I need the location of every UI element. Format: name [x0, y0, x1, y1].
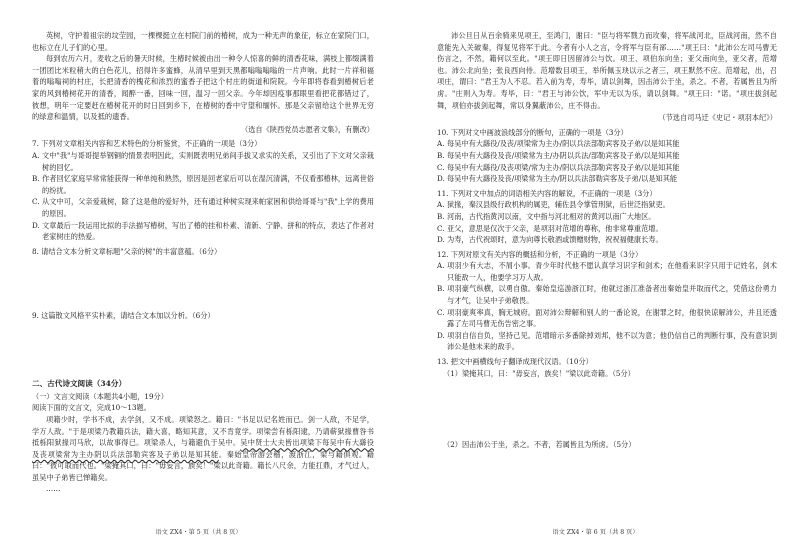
question-7: 7. 下列对文章相关内容和艺术特色的分析鉴赏，不正确的一项是（3分） — [32, 139, 262, 149]
q12-option-d: D. 项羽自信自负，坚持己见。范增暗示多番除掉刘邦，他不以为意；他仍信自己的判断行事，没有意识到沛公是他未来的敌手。 — [437, 330, 777, 352]
question-10: 10. 下列对文中画波浪线部分的断句，正确的一项是（3分） — [437, 127, 628, 137]
question-13-part-2: （2）因击沛公于坐，杀之。不者，若属皆且为所虏。（5分） — [443, 440, 636, 450]
q10-option-a: A. 每吴中有大繇役/及丧/项梁常为主办/阴以兵法部勒宾客及子弟/以是知其能 — [437, 139, 680, 149]
essay-paragraph-2: 每到农历六月，麦收之后的暑天时候，生椿时候被由出一种令人惊喜的鲜的清香花味，满枝上都缀满着一团团比米粒稍大的白色花儿，招得许多蜜蜂，从清早里到天黑都嗡嗡嗡嗡的一片声响。此时一片祥和福着的嗡嗡祠的村庄，长把清香的槐花和浓烈的蜜香子把这个村庄的街道和院院。今年即将春看到椿树后老家的风到椿树花开的清香，闻醉一番，回味一回，温习一回父亲。今年却因疫事那眼里看把花都错过了，彼想，明年一定要赶在椿树花开的时日回到乡下，在椿树的香中守望和缅怀。那是父亲留给这个世界无穷的绿意和温情，以及抵的遗香。 — [32, 54, 374, 122]
q10-option-d: D. 每吴中有大繇役及丧/项梁常为主办/阴以兵法部勒宾客及子弟/以是知其能 — [437, 174, 678, 184]
question-13: 13. 把文中画横线句子翻译成现代汉语。（10分） — [437, 357, 593, 367]
answer-space-13-1 — [437, 379, 777, 439]
q10-option-c: C. 每吴中有大繇役/及丧项梁/常为主办/阴以兵法部勒宾客及子弟/以是知其能 — [437, 162, 680, 172]
question-12-options — [437, 260, 777, 353]
right-page — [397, 0, 794, 544]
question-7-options — [32, 150, 374, 243]
right-footer: 语文 ZX4・第 6 页（共 8 页） — [552, 529, 639, 536]
question-11-options — [437, 199, 777, 245]
q10-option-b: B. 每吴中有大繇役及丧/项梁常为主/办阴以兵法/部勒宾客及子弟/以是知其能 — [437, 150, 680, 160]
passage-source: （节选自司马迁《史记・项羽本纪》） — [658, 113, 777, 123]
classical-passage: 项籍少时，学书不成，去学剑，又不成。项梁怒之。籍曰："书足以记名姓而已。剑一人敌，不足学，学万人敌。"于是项梁乃教籍兵法，籍大喜，略知其意，又不肯竟学。项梁尝有栎阳逮，乃请蕲狱掾曹咎书抵栎阳狱掾司马欣，以故事得已。项梁杀人，与籍避仇于吴中。吴中贤士大夫皆出项梁下每吴中有大繇役及丧项梁常为主办阴以兵法部勒宾客及子弟以是知其能。秦始皇帝游会稽，渡浙江，梁与籍俱观。籍曰："彼可取而代也。"梁掩其口，曰："毋妄言，族矣！"梁以此奇籍。籍长八尺余，力能扛鼎，才气过人，虽吴中子弟皆已惮籍矣。 — [32, 415, 374, 483]
question-11: 11. 下列对文中加点的词语相关内容的解说，不正确的一项是（3分） — [437, 188, 657, 198]
q7-option-d: D. 文章最后一段运用比拟的手法描写椿树，写出了椿的挂和朴素、清新、宁静、拼和的特点，表达了作者对老家树庄的热爱。 — [32, 220, 374, 242]
q11-option-d: D. 为寿，古代祝颂时，意为向尊长敬酒或馈赠财物，祝祝福健康长寿。 — [437, 235, 663, 245]
q7-option-c: C. 从文中可，父亲爱栽树，除了这是他的爱好外，还有通过种树实现来帕家困和供给哥哥与"我"上学的费用的原因。 — [32, 197, 374, 218]
q12-option-a: A. 项羽少有大志，不屑小事。青少年时代他不愿认真学习识字和剑术；在他看来识字只用于记姓名，剑术只能敌一人，他要学习万人敌。 — [437, 261, 777, 282]
answer-space-9 — [32, 322, 374, 372]
section-2a-heading: （一）文言文阅读（本题共4小题，19分） — [32, 391, 168, 401]
wavy-underlined-passage: 吴中贤士大夫皆出项梁下每吴中有大繇役及丧项梁常为主办阴以兵法部勒宾客及子弟以是知其能 — [32, 438, 374, 459]
left-footer: 语文 ZX4・第 5 页（共 8 页） — [155, 529, 242, 536]
left-column — [32, 30, 374, 494]
question-10-options — [437, 138, 777, 184]
essay-paragraph-1: 英树，守护着祖宗的坟茔园，一棵棵挺立在村院门前的椿树，成为一种无声的象征，标立在家院门口，也标立在儿子们的心里。 — [32, 31, 374, 52]
right-column — [437, 30, 777, 451]
q7-option-b: B. 作者回忆家庭早常常能获得一种单纯和熟然，原因是回老家后可以在湿沉清满，不仅看那椿林，远离世俗的纷扰。 — [32, 174, 374, 195]
answer-space-8 — [32, 257, 374, 307]
passage-continued: 沛公旦日从百余骑来见项王，至鸿门，谢曰："臣与将军戮力而攻秦，将军战河北，臣战河南，然不自意能先入关破秦，得复见将军于此。今者有小人之言，令将军与臣有郤……"项王曰："此沛公左司马曹无伤言之，不然，籍何以至此。"项王即日因留沛公与饮。项王、项伯东向坐；亚父南向坐，亚父者，范增也。沛公北向坐；张良西向侍。范增数目项王，举所佩玉玦以示之者三，项王默然不应。范增起，出，召项庄，谓曰："君王为人不忍。若入前为寿，寿毕，请以剑舞，因击沛公于坐，杀之。不者，若属皆且为所虏。"庄则入为寿。寿毕，曰："君王与沛公饮，军中无以为乐，请以剑舞。"项王曰："诺。"项庄拔剑起舞，项伯亦拔剑起舞，常以身翼蔽沛公，庄不得击。 — [437, 31, 777, 110]
essay-source: （选自《陕西党员志愿者文集》，有删改） — [241, 124, 374, 134]
q11-option-a: A. 狱掾，秦汉县级行政机构的属吏，辅佐县令掌管刑狱，后世泛指狱吏。 — [437, 200, 670, 210]
passage-ellipsis: …… — [46, 483, 61, 493]
question-8: 8. 请结合文本分析文章标题"父亲的树"的丰富意蕴。（6分） — [32, 246, 222, 256]
q11-option-c: C. 亚父，意思是仅次于父亲，是项羽对范增的尊称，他非常尊重范增。 — [437, 223, 663, 233]
section-2-heading: 二、古代诗文阅读（34分） — [32, 378, 127, 388]
reading-instruction: 阅读下面的文言文，完成10～13题。 — [32, 403, 151, 413]
q12-option-c: C. 项羽豪爽率真，胸无城府。面对沛公辩解和别人的一番论说，在谢罪之时，他很快谅解沛公，并且还透露了左司马曹无伤告密之事。 — [437, 307, 777, 329]
question-13-part-1: （1）梁掩其口，曰："毋妄言，族矣！"梁以此奇籍。（5分） — [443, 368, 635, 378]
question-9: 9. 这篇散文风格平实朴素，请结合文本加以分析。（6分） — [32, 311, 215, 321]
q11-option-b: B. 河南，古代指黄河以南，文中指与河北相对的黄河以南广大地区。 — [437, 211, 656, 221]
q12-option-b: B. 项羽豪气纵横，以勇自傲。秦始皇巡游浙江时，他就过浙江准备者出秦始皇并取而代之，凭借这份勇力与才气，让吴中子弟敬畏。 — [437, 284, 777, 306]
q7-option-a: A. 文中"我"与哥哥提举钢铜的情景表明因此，实则既表明兄弟间手拔又求实的关系，又引出了下文对父亲栽树的回忆。 — [32, 150, 374, 172]
question-12: 12. 下列对原文有关内容的概括和分析，不正确的一项是（3分） — [437, 249, 643, 259]
